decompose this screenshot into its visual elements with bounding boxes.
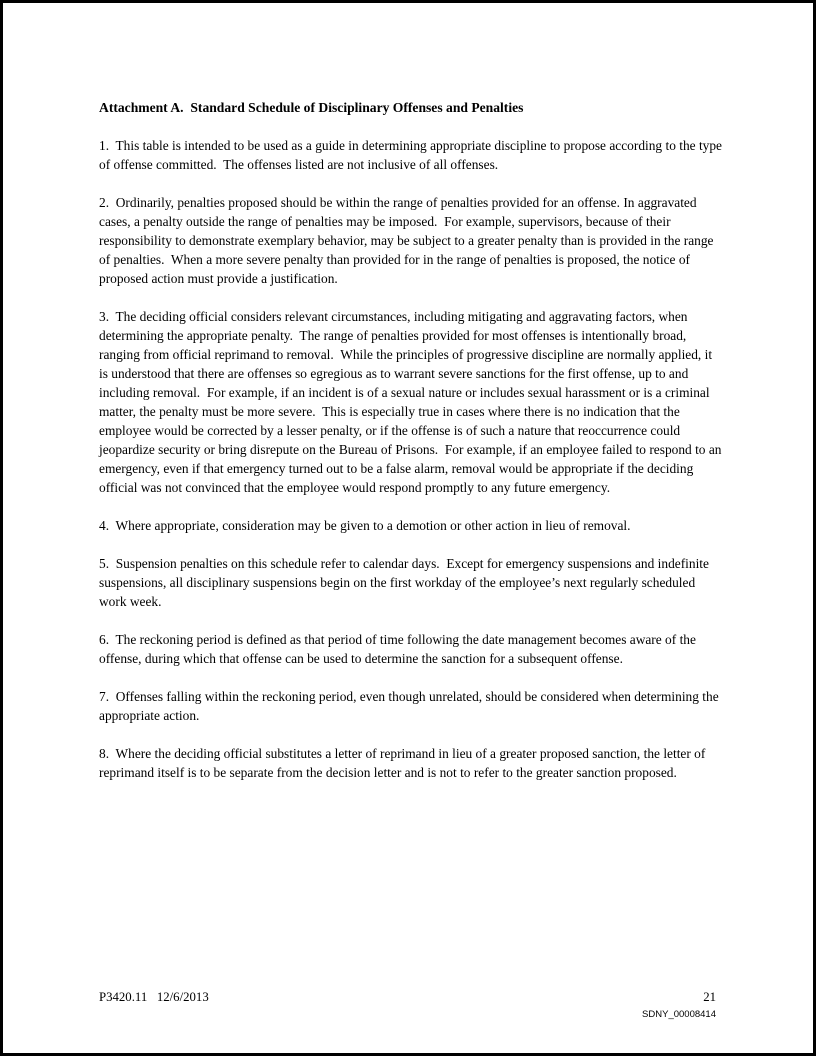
paragraph-7: 7. Offenses falling within the reckoning period, even though unrelated, should be considered when determining the appropriate action.: [99, 689, 723, 723]
paragraph-3: 3. The deciding official considers relevant circumstances, including mitigating and aggravating factors, when determining the appropriate penalty. The range of penalties provided for most offenses is intentionally broad, ranging from official reprimand to removal. While the principles of progressive discipline are normally applied, it is understood that there are offenses so egregious as to warrant severe sanctions for the first offense, up to and including removal. For example, if an incident is of a sexual nature or includes sexual harassment or is a criminal matter, the penalty must be more severe. This is especially true in cases where there is no indication that the employee would be corrected by a lesser penalty, or if the offense is of such a nature that reoccurrence could jeopardize security or bring disrepute on the Bureau of Prisons. For example, if an employee failed to respond to an emergency, even if that emergency turned out to be a false alarm, removal would be appropriate if the deciding official was not convinced that the employee would respond promptly to any future emergency.: [99, 309, 725, 495]
bates-stamp: SDNY_00008414: [642, 1009, 716, 1020]
paragraph-6: 6. The reckoning period is defined as that period of time following the date management becomes aware of the offense, during which that offense can be used to determine the sanction for a subsequent offense.: [99, 632, 700, 666]
page-footer: [99, 990, 716, 1005]
paragraph-5: 5. Suspension penalties on this schedule refer to calendar days. Except for emergency suspensions and indefinite suspensions, all disciplinary suspensions begin on the first workday of the employee’s next regularly scheduled work week.: [99, 556, 713, 609]
paragraph-8: 8. Where the deciding official substitutes a letter of reprimand in lieu of a greater proposed sanction, the letter of reprimand itself is to be separate from the decision letter and is not to refer to the greater sanction proposed.: [99, 746, 709, 780]
footer-doc-number: P3420.11 12/6/2013: [99, 990, 209, 1004]
document-body: [99, 98, 726, 801]
paragraph-2: 2. Ordinarily, penalties proposed should be within the range of penalties provided for an offense. In aggravated cases, a penalty outside the range of penalties may be imposed. For example, supervisors, because of their responsibility to demonstrate exemplary behavior, may be subject to a greater penalty than is provided in the range of penalties. When a more severe penalty than provided for in the range of penalties is proposed, the notice of proposed action must provide a justification.: [99, 195, 717, 286]
footer-page-number: 21: [703, 990, 716, 1004]
paragraph-4: 4. Where appropriate, consideration may be given to a demotion or other action in lieu of removal.: [99, 518, 631, 533]
paragraph-1: 1. This table is intended to be used as a guide in determining appropriate discipline to propose according to the type of offense committed. The offenses listed are not inclusive of all offenses.: [99, 138, 726, 172]
document-title: Attachment A. Standard Schedule of Disciplinary Offenses and Penalties: [99, 100, 524, 115]
